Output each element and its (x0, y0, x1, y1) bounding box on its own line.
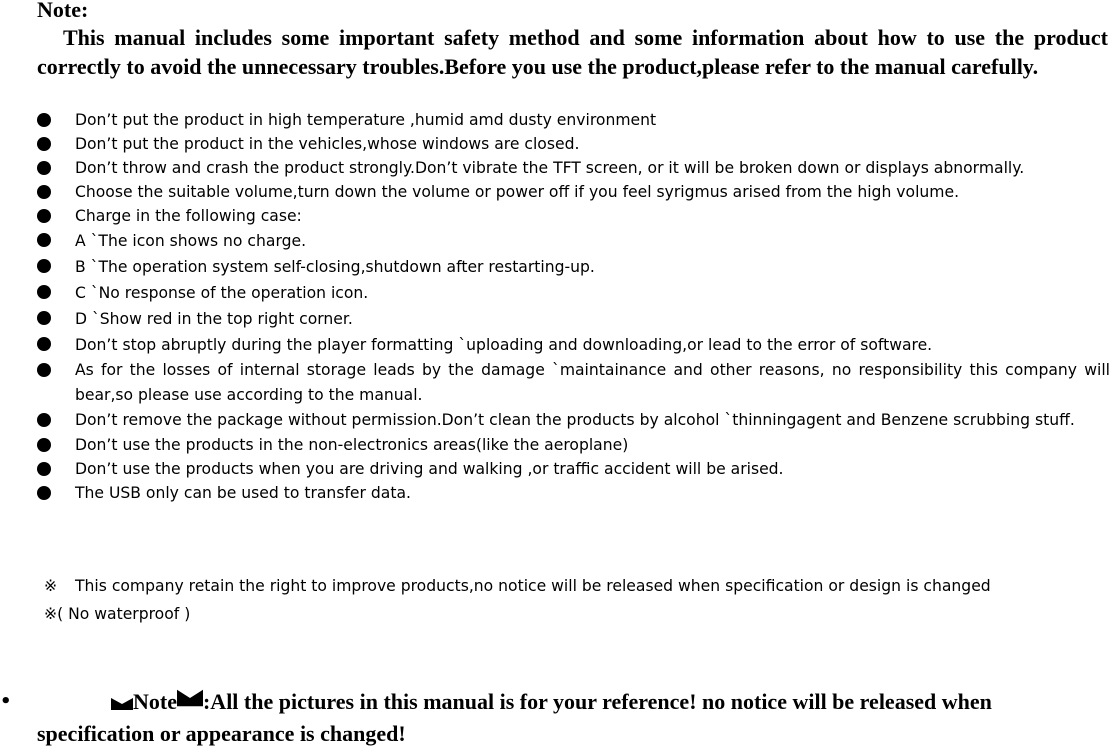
bullet-dot-icon (37, 462, 51, 476)
bullet-dot-icon (37, 209, 51, 223)
bullet-dot-icon (37, 363, 51, 377)
bullet-dot-icon (37, 438, 51, 452)
list-item: B `The operation system self-closing,shutdown after restarting-up. (37, 254, 1110, 280)
rights-remark: ※ This company retain the right to improve products,no notice will be released when specification or design is changed (44, 574, 1110, 598)
bullet-dot-icon (37, 486, 51, 500)
bullet-dot-icon (37, 311, 51, 325)
bullet-dot-icon (37, 259, 51, 273)
list-item: Don’t use the products in the non-electronics areas(like the aeroplane) (37, 433, 1110, 457)
safety-list (37, 108, 1110, 505)
intro-paragraph: This manual includes some important safety method and some information about how to use the product correctly to avoid the unnecessary troubles.Before you use the product,please refer to the manual carefully. (37, 25, 1108, 79)
bullet-dot-icon (37, 137, 51, 151)
list-item: D `Show red in the top right corner. (37, 306, 1110, 332)
final-bullet: • (0, 691, 12, 712)
flag-right-icon (177, 689, 203, 707)
bullet-dot-icon (37, 113, 51, 127)
bullet-dot-icon (37, 285, 51, 299)
list-item: C `No response of the operation icon. (37, 280, 1110, 306)
list-item: A `The icon shows no charge. (37, 228, 1110, 254)
list-item: As for the losses of internal storage leads by the damage `maintainance and other reasons, no responsibility this company will bear,so please use according to the manual. (37, 358, 1110, 408)
list-item: Charge in the following case: (37, 204, 1110, 228)
bullet-dot-icon (37, 161, 51, 175)
list-item: Don’t remove the package without permission.Don’t clean the products by alcohol `thinningagent and Benzene scrubbing stuff. (37, 408, 1110, 433)
final-note-label: Note (133, 689, 177, 714)
list-item: Don’t put the product in the vehicles,whose windows are closed. (37, 132, 1110, 156)
list-item: Don’t throw and crash the product strongly.Don’t vibrate the TFT screen, or it will be broken down or displays abnormally. (37, 156, 1110, 180)
list-item: The USB only can be used to transfer data. (37, 481, 1110, 505)
waterproof-remark: ※( No waterproof ) (44, 605, 191, 623)
bullet-dot-icon (37, 337, 51, 351)
bullet-dot-icon (37, 413, 51, 427)
remarks (44, 574, 1110, 626)
bullet-dot-icon (37, 185, 51, 199)
bullet-dot-icon (37, 233, 51, 247)
final-note (0, 686, 1110, 750)
reference-mark-icon: ※ (44, 577, 58, 595)
note-heading: Note: (37, 0, 89, 22)
list-item: Don’t put the product in high temperature ,humid amd dusty environment (37, 108, 1110, 132)
list-item: Don’t use the products when you are driving and walking ,or traffic accident will be arised. (37, 457, 1110, 481)
list-item: Choose the suitable volume,turn down the volume or power off if you feel syrigmus arised from the high volume. (37, 180, 1110, 204)
final-note-text: :All the pictures in this manual is for your reference! no notice will be released when specification or appearance is changed! (37, 689, 992, 746)
list-item: Don’t stop abruptly during the player formatting `uploading and downloading,or lead to the error of software. (37, 332, 1110, 358)
flag-left-icon (111, 696, 133, 710)
